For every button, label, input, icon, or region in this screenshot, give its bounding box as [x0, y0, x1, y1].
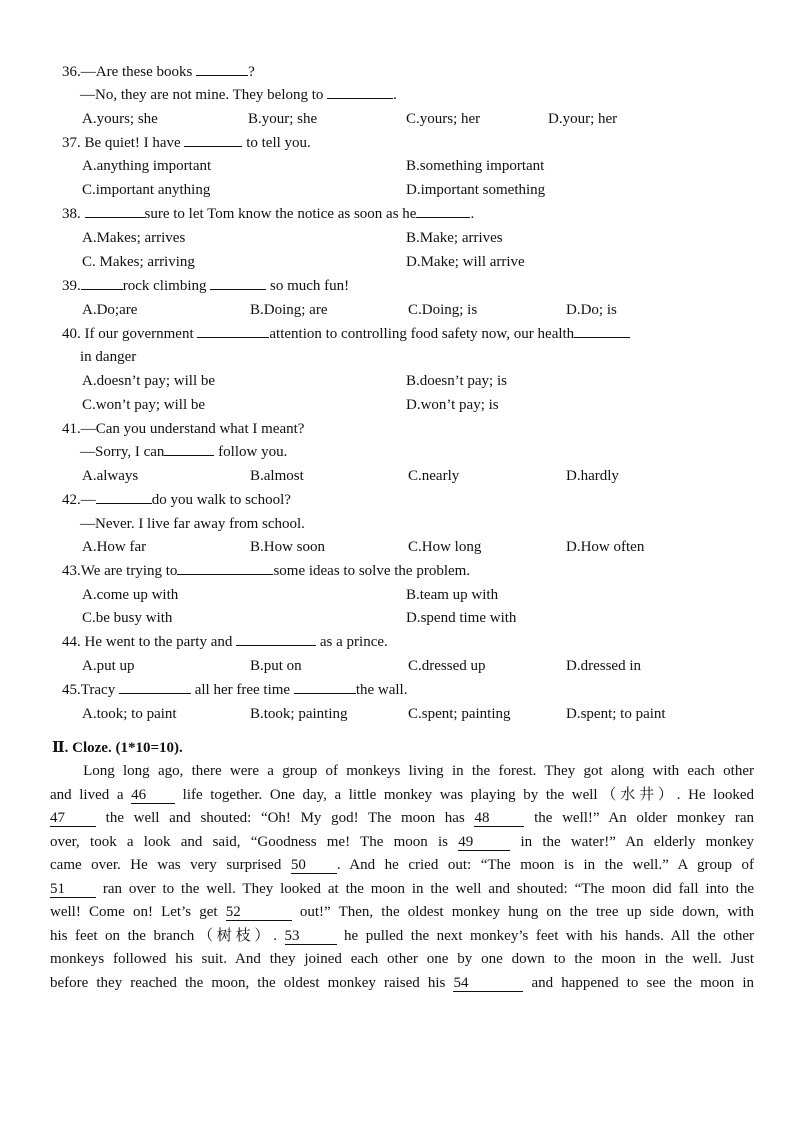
- stem-text: 37. Be quiet! I have: [62, 135, 185, 151]
- q41-stem-line: [80, 443, 287, 461]
- answer-blank[interactable]: [81, 277, 123, 290]
- answer-blank[interactable]: [196, 63, 248, 76]
- cloze-text: well! Come on! Let’s get: [50, 904, 226, 920]
- q39-option[interactable]: B.Doing; are: [250, 302, 328, 318]
- q41-option[interactable]: D.hardly: [566, 468, 619, 484]
- answer-blank[interactable]: [85, 205, 145, 218]
- stem-text: 39.: [62, 278, 81, 294]
- cloze-line: [50, 925, 754, 949]
- q38-option[interactable]: B.Make; arrives: [406, 230, 503, 246]
- cloze-line: [50, 948, 754, 972]
- q44-stem-line: [62, 633, 388, 651]
- q43-option[interactable]: C.be busy with: [82, 610, 173, 626]
- q41-option[interactable]: C.nearly: [408, 468, 460, 484]
- cloze-blank-50[interactable]: 50: [291, 857, 337, 874]
- cloze-line: [50, 831, 754, 855]
- answer-blank[interactable]: [184, 134, 242, 147]
- stem-text: 45.Tracy: [62, 682, 119, 698]
- q41-stem-line: [62, 420, 304, 438]
- q42-option[interactable]: B.How soon: [250, 539, 326, 555]
- q37-option[interactable]: D.important something: [406, 182, 546, 198]
- q42-stem-line: [80, 515, 305, 533]
- cloze-blank-46[interactable]: 46: [131, 787, 175, 804]
- stem-text: .: [393, 87, 397, 103]
- q43-stem-line: [62, 562, 470, 580]
- q39-option[interactable]: D.Do; is: [566, 302, 617, 318]
- stem-text: 41.—Can you understand what I meant?: [62, 421, 305, 437]
- answer-blank[interactable]: [119, 681, 191, 694]
- answer-blank[interactable]: [294, 681, 356, 694]
- q42-option[interactable]: A.How far: [82, 539, 147, 555]
- cloze-text: and lived a: [50, 786, 132, 803]
- cloze-text: and happened to see the moon in: [523, 974, 754, 991]
- cloze-blank-49[interactable]: 49: [458, 834, 510, 851]
- stem-text: 40. If our government: [62, 326, 198, 342]
- cloze-line: [50, 972, 754, 996]
- stem-text: 38.: [62, 206, 85, 222]
- cloze-text: . And he cried out: “The moon is in the well.” A group of: [336, 857, 754, 873]
- q42-option[interactable]: D.How often: [566, 539, 645, 555]
- q37-option[interactable]: C.important anything: [82, 182, 211, 198]
- cloze-text: before they reached the moon, the oldest monkey raised his: [50, 974, 454, 991]
- q43-option[interactable]: A.come up with: [82, 587, 179, 603]
- cloze-text: over, took a look and said, “Goodness me! The moon is: [50, 833, 459, 850]
- q36-option[interactable]: A.yours; she: [82, 111, 158, 127]
- stem-text: sure to let Tom know the notice as soon as he: [144, 206, 417, 222]
- cloze-blank-48[interactable]: 48: [474, 810, 524, 827]
- answer-blank[interactable]: [164, 443, 214, 456]
- cloze-text: his feet on the branch（树枝）.: [50, 927, 285, 944]
- stem-text: attention to controlling food safety now, our health: [269, 326, 575, 342]
- q44-option[interactable]: C.dressed up: [408, 658, 486, 674]
- q42-option[interactable]: C.How long: [408, 539, 482, 555]
- answer-blank[interactable]: [236, 633, 316, 646]
- stem-text: in danger: [80, 349, 137, 365]
- cloze-text: in the water!” An elderly monkey: [510, 833, 754, 850]
- q45-stem-line: [62, 681, 407, 699]
- q41-option[interactable]: B.almost: [250, 468, 304, 484]
- q42-stem-line: [62, 491, 291, 509]
- q40-option[interactable]: B.doesn’t pay; is: [406, 373, 507, 389]
- q45-option[interactable]: B.took; painting: [250, 706, 348, 722]
- stem-text: the wall.: [355, 682, 408, 698]
- cloze-text: Long long ago, there were a group of monkeys living in the forest. They got along with each other: [50, 763, 754, 779]
- q43-option[interactable]: D.spend time with: [406, 610, 517, 626]
- q44-option[interactable]: A.put up: [82, 658, 135, 674]
- cloze-text: he pulled the next monkey’s feet with his hands. All the other: [336, 927, 754, 944]
- q40-option[interactable]: D.won’t pay; is: [406, 397, 499, 413]
- cloze-line: [50, 901, 754, 925]
- cloze-line: [50, 784, 754, 808]
- stem-text: 42.—: [62, 492, 96, 508]
- stem-text: to tell you.: [242, 135, 311, 151]
- answer-blank[interactable]: [96, 491, 152, 504]
- cloze-passage: [50, 760, 754, 995]
- cloze-blank-47[interactable]: 47: [50, 810, 96, 827]
- q38-option[interactable]: C. Makes; arriving: [82, 254, 195, 270]
- cloze-line: [50, 854, 754, 878]
- stem-text: so much fun!: [266, 278, 350, 294]
- cloze-line: [50, 760, 754, 784]
- stem-text: as a prince.: [316, 634, 388, 650]
- stem-text: follow you.: [214, 444, 288, 460]
- q44-option[interactable]: D.dressed in: [566, 658, 641, 674]
- cloze-blank-54[interactable]: 54: [453, 975, 523, 992]
- stem-text: do you walk to school?: [151, 492, 291, 508]
- q40-option[interactable]: C.won’t pay; will be: [82, 397, 206, 413]
- q39-option[interactable]: A.Do;are: [82, 302, 138, 318]
- answer-blank[interactable]: [416, 205, 470, 218]
- cloze-text: came over. He was very surprised: [50, 857, 291, 873]
- cloze-text: monkeys followed his suit. And they joined each other one by one down to the moon in the well. Just: [50, 951, 754, 967]
- stem-text: —Never. I live far away from school.: [80, 516, 305, 532]
- cloze-text: out!” Then, the oldest monkey hung on the tree up side down, with: [291, 904, 754, 920]
- stem-text: —Sorry, I can: [80, 444, 165, 460]
- q40-stem-line: [80, 348, 136, 366]
- cloze-line: [50, 878, 754, 902]
- answer-blank[interactable]: [210, 277, 266, 290]
- q45-option[interactable]: D.spent; to paint: [566, 706, 666, 722]
- q37-stem-line: [62, 134, 311, 152]
- q45-option[interactable]: C.spent; painting: [408, 706, 511, 722]
- q36-option[interactable]: D.your; her: [548, 111, 618, 127]
- cloze-text: the well and shouted: “Oh! My god! The moon has: [96, 810, 475, 826]
- answer-blank[interactable]: [327, 86, 393, 99]
- q36-stem-line: [62, 63, 255, 81]
- q37-option[interactable]: B.something important: [406, 158, 545, 174]
- cloze-blank-53[interactable]: 53: [285, 928, 337, 945]
- q38-option[interactable]: D.Make; will arrive: [406, 254, 525, 270]
- stem-text: rock climbing: [122, 278, 211, 294]
- q41-option[interactable]: A.always: [82, 468, 139, 484]
- stem-text: ?: [248, 64, 255, 80]
- q37-option[interactable]: A.anything important: [82, 158, 212, 174]
- q39-stem-line: [62, 277, 349, 295]
- answer-blank[interactable]: [574, 325, 630, 338]
- q43-option[interactable]: B.team up with: [406, 587, 499, 603]
- cloze-text: the well!” An older monkey ran: [524, 810, 754, 826]
- q38-option[interactable]: A.Makes; arrives: [82, 230, 186, 246]
- stem-text: .: [470, 206, 475, 222]
- q40-stem-line: [62, 325, 630, 343]
- q40-option[interactable]: A.doesn’t pay; will be: [82, 373, 216, 389]
- stem-text: 44. He went to the party and: [62, 634, 237, 650]
- stem-text: all her free time: [190, 682, 294, 698]
- stem-text: —No, they are not mine. They belong to: [80, 87, 328, 103]
- cloze-line: [50, 807, 754, 831]
- q36-stem-line: [80, 86, 397, 104]
- q45-option[interactable]: A.took; to paint: [82, 706, 177, 722]
- q38-stem-line: [62, 205, 474, 223]
- answer-blank[interactable]: [177, 562, 273, 575]
- cloze-blank-52[interactable]: 52: [226, 904, 292, 921]
- q44-option[interactable]: B.put on: [250, 658, 302, 674]
- stem-text: some ideas to solve the problem.: [273, 563, 471, 579]
- stem-text: 43.We are trying to: [62, 563, 178, 579]
- cloze-text: ran over to the well. They looked at the moon in the well and shouted: “The moon did fall into the: [96, 880, 754, 897]
- section-title: Ⅱ. Cloze. (1*10=10).: [52, 740, 183, 756]
- cloze-text: life together. One day, a little monkey was playing by the well（水井）. He looked: [175, 786, 754, 803]
- q36-option[interactable]: B.your; she: [248, 111, 318, 127]
- q39-option[interactable]: C.Doing; is: [408, 302, 478, 318]
- answer-blank[interactable]: [197, 325, 269, 338]
- stem-text: 36.—Are these books: [62, 64, 197, 80]
- q36-option[interactable]: C.yours; her: [406, 111, 481, 127]
- cloze-blank-51[interactable]: 51: [50, 881, 96, 898]
